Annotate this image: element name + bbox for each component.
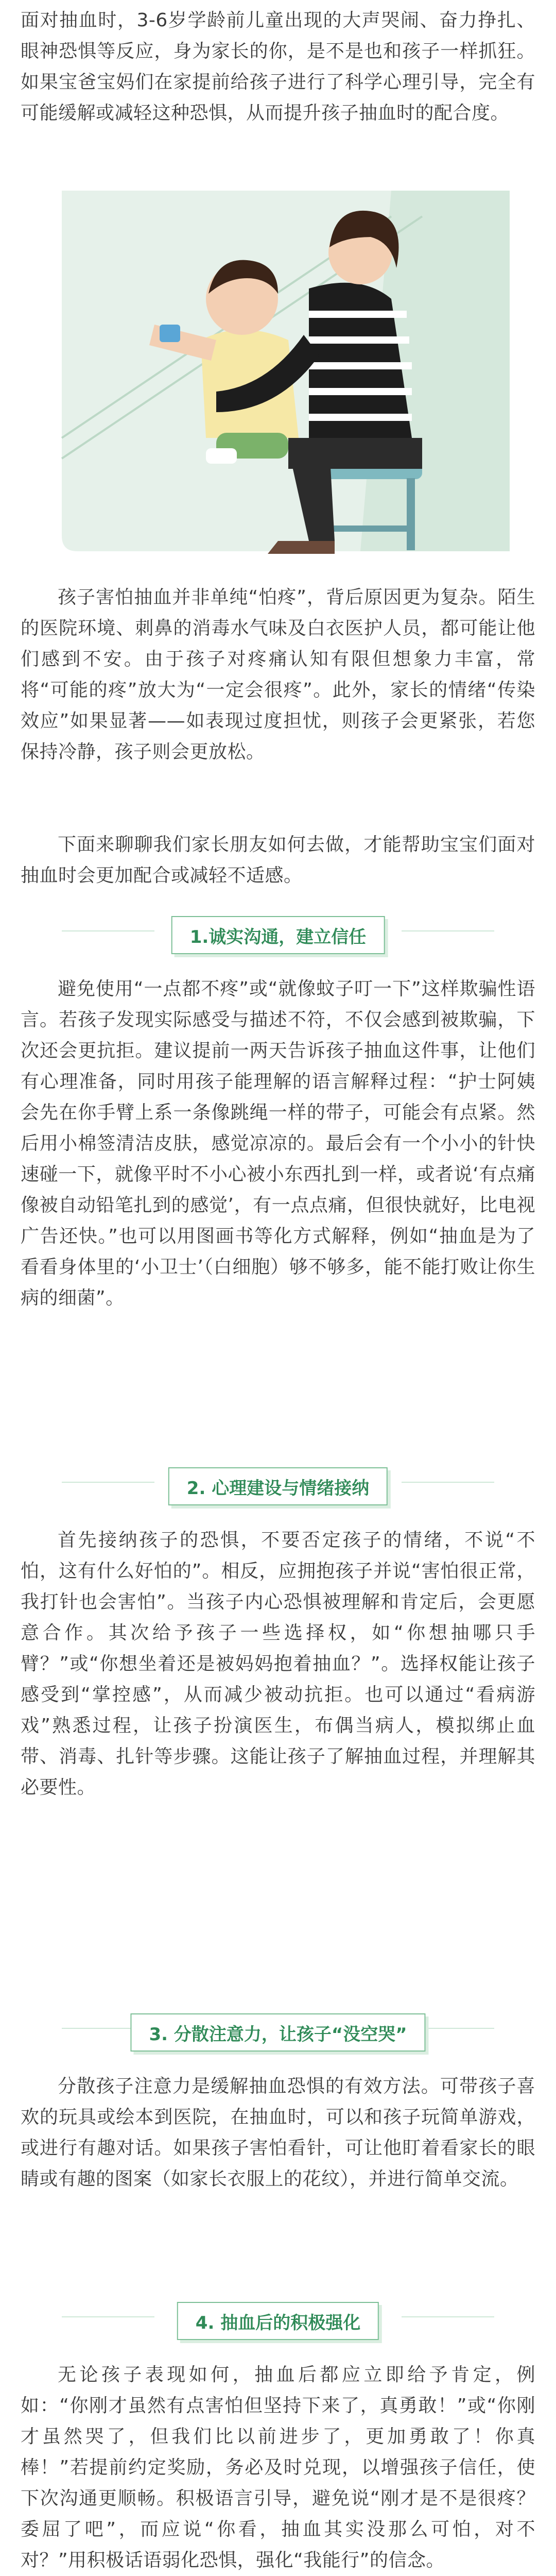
section-1-text: 避免使用“一点都不疼”或“就像蚊子叮一下”这样欺骗性语言。若孩子发现实际感受与描述不符，不仅会感到被欺骗，下次还会更抗拒。建议提前一两天告诉孩子抽血这件事，让他们有心理准备，同时用孩子能理解的语言解释过程：“护士阿姨会先在你手臂上系一条像跳绳一样的带子，可能会有点紧。然后用小棉签清洁皮肤，感觉凉凉的。最后会有一个小小的针快速碰一下，就像平时不小心被小东西扎到一样，或者说‘有点痛像被自动铅笔扎到的感觉’，有一点点痛，但很快就好，比电视广告还快。”也可以用图画书等化方式解释，例如“抽血是为了看看身体里的‘小卫士’（白细胞）够不够多，能不能打败让你生病的细菌”。 xyxy=(21,978,535,1309)
transition-paragraph: 下面来聊聊我们家长朋友如何去做，才能帮助宝宝们面对抽血时会更加配合或减轻不适感。 xyxy=(21,834,535,886)
intro-paragraph: 面对抽血时，3-6岁学龄前儿童出现的大声哭闹、奋力挣扎、眼神恐惧等反应，身为家长的你，是不是也和孩子一样抓狂。如果宝爸宝妈们在家提前给孩子进行了科学心理引导，完全有可能缓解或减轻这种恐惧，从而提升孩子抽血时的配合度。 xyxy=(21,10,535,124)
section-heading-1: 1.诚实沟通，建立信任 xyxy=(0,907,556,963)
section-2-text: 首先接纳孩子的恐惧，不要否定孩子的情绪，不说“不怕，这有什么好怕的”。相反，应拥抱孩子并说“害怕很正常，我打针也会害怕”。当孩子内心恐惧被理解和肯定后，会更愿意合作。其次给予孩子一些选择权，如“你想抽哪只手臂？”或“你想坐着还是被妈妈抱着抽血？”。选择权能让孩子感受到“掌控感”，从而减少被动抗拒。也可以通过“看病游戏”熟悉过程，让孩子扮演医生，布偶当病人，模拟绑止血带、消毒、扎针等步骤。这能让孩子了解抽血过程，并理解其必要性。 xyxy=(21,1530,535,1798)
section-heading-4: 4. 抽血后的积极强化 xyxy=(0,2293,556,2349)
section-4-text: 无论孩子表现如何，抽血后都应立即给予肯定，例如：“你刚才虽然有点害怕但坚持下来了，真勇敢！”或“你刚才虽然哭了，但我们比以前进步了，更加勇敢了！你真棒！”若提前约定奖励，务必及时兑现，以增强孩子信任，使下次沟通更顺畅。积极语言引导，避免说“刚才是不是很疼？委屈了吧”，而应说“你看，抽血其实没那么可怕，对不对？”用积极话语弱化恐惧，强化“我能行”的信念。 xyxy=(21,2364,535,2571)
section-heading-3: 3. 分散注意力，让孩子“没空哭” xyxy=(0,2004,556,2061)
fear-paragraph: 孩子害怕抽血并非单纯“怕疼”，背后原因更为复杂。陌生的医院环境、刺鼻的消毒水气味及白衣医护人员，都可能让他们感到不安。由于孩子对疼痛认知有限但想象力丰富，常将“可能的疼”放大为“一定会很疼”。此外，家长的情绪“传染效应”如果显著——如表现过度担忧，则孩子会更紧张，若您保持冷静，孩子则会更放松。 xyxy=(21,587,535,762)
section-3-text: 分散孩子注意力是缓解抽血恐惧的有效方法。可带孩子喜欢的玩具或绘本到医院，在抽血时，可以和孩子玩简单游戏，或进行有趣对话。如果孩子害怕看针，可让他盯着看家长的眼睛或有趣的图案（如家长衣服上的花纹），并进行简单交流。 xyxy=(21,2076,535,2190)
mother-child-illustration xyxy=(0,170,556,567)
section-heading-2: 2. 心理建设与情绪接纳 xyxy=(0,1458,556,1515)
